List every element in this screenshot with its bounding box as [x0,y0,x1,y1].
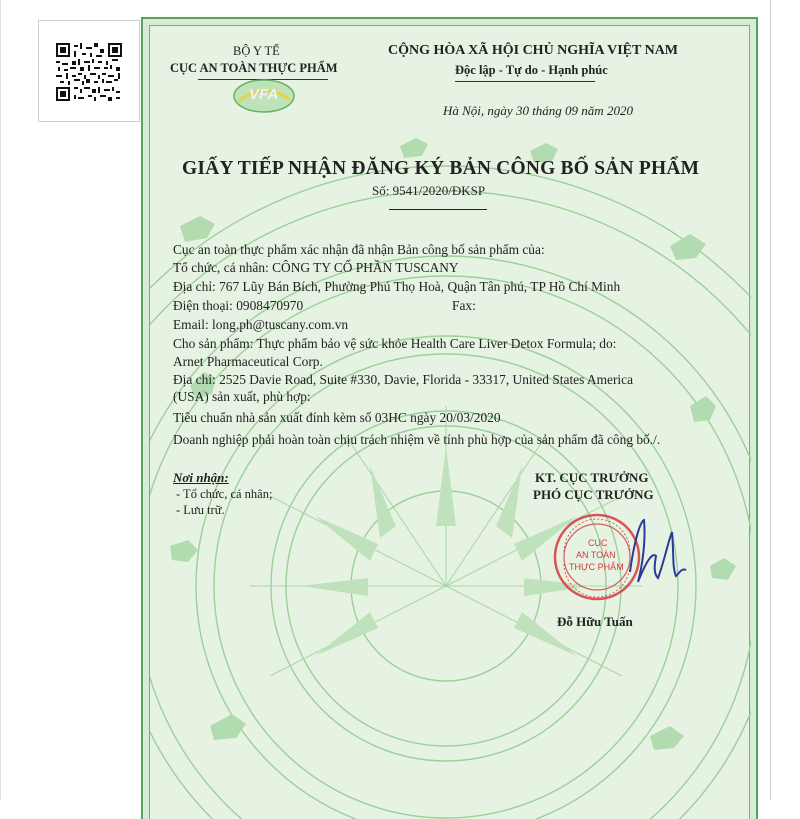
nation-title: CỘNG HÒA XÃ HỘI CHỦ NGHĨA VIỆT NAM [388,43,679,58]
email-line: Email: long.ph@tuscany.com.vn [173,317,349,332]
qr-code-icon [56,43,122,101]
number-underline [389,209,487,210]
agency-parent: BỘ Y TẾ [233,44,280,58]
handwritten-signature [620,512,690,597]
fax-line: Fax: [452,298,476,313]
manufacturer-address-line-2: (USA) sản xuất, phù hợp: [173,389,311,404]
standard-line: Tiêu chuẩn nhà sản xuất đính kèm số 03HC ngày 20/03/2020 [173,410,501,425]
signer-name: Đỗ Hữu Tuấn [557,614,633,629]
address-line: Địa chỉ: 767 Lũy Bán Bích, Phường Phú Thọ Hoà, Quận Tân phú, TP Hồ Chí Minh [173,279,621,294]
stamp-text: AN TOÀN [576,550,616,560]
recipients-heading: Nơi nhận: [173,470,229,485]
stamp-text: CỤC [588,538,608,548]
vfa-logo [232,78,296,119]
organization-line: Tổ chức, cá nhân: CÔNG TY CỔ PHẦN TUSCANY [173,260,459,275]
intro-line: Cục an toàn thực phẩm xác nhận đã nhận Bản công bố sản phẩm của: [173,242,545,257]
page-edge [770,0,771,800]
responsibility-line: Doanh nghiệp phải hoàn toàn chịu trách nhiệm về tính phù hợp của sản phẩm đã công bố./. [173,432,661,447]
manufacturer-line: Arnet Pharmaceutical Corp. [173,354,323,369]
stamp-text: THỰC PHẨM [569,562,624,572]
product-line: Cho sản phẩm: Thực phẩm bảo vệ sức khỏe Health Care Liver Detox Formula; do: [173,336,617,351]
vfa-logo-text: VFA [249,86,279,103]
document-title: GIẤY TIẾP NHẬN ĐĂNG KÝ BẢN CÔNG BỐ SẢN PHẨM [182,158,700,179]
agency-name: CỤC AN TOÀN THỰC PHẨM [170,61,338,75]
signature-title: KT. CỤC TRƯỞNG [535,470,649,485]
page-edge [0,0,1,800]
motto-underline [455,81,595,82]
recipient-item: - Tổ chức, cá nhân; [176,487,273,501]
recipient-item: - Lưu trữ. [176,503,225,517]
document-number: Số: 9541/2020/ĐKSP [372,183,486,198]
motto: Độc lập - Tự do - Hạnh phúc [455,63,608,77]
phone-line: Điện thoại: 0908470970 [173,298,304,313]
manufacturer-address-line: Địa chỉ: 2525 Davie Road, Suite #330, Davie, Florida - 33317, United States America [173,372,634,387]
qr-code [38,20,140,122]
signature-scribble-icon [620,512,690,592]
place-date: Hà Nội, ngày 30 tháng 09 năm 2020 [443,103,633,118]
signature-subtitle: PHÓ CỤC TRƯỞNG [533,487,654,502]
